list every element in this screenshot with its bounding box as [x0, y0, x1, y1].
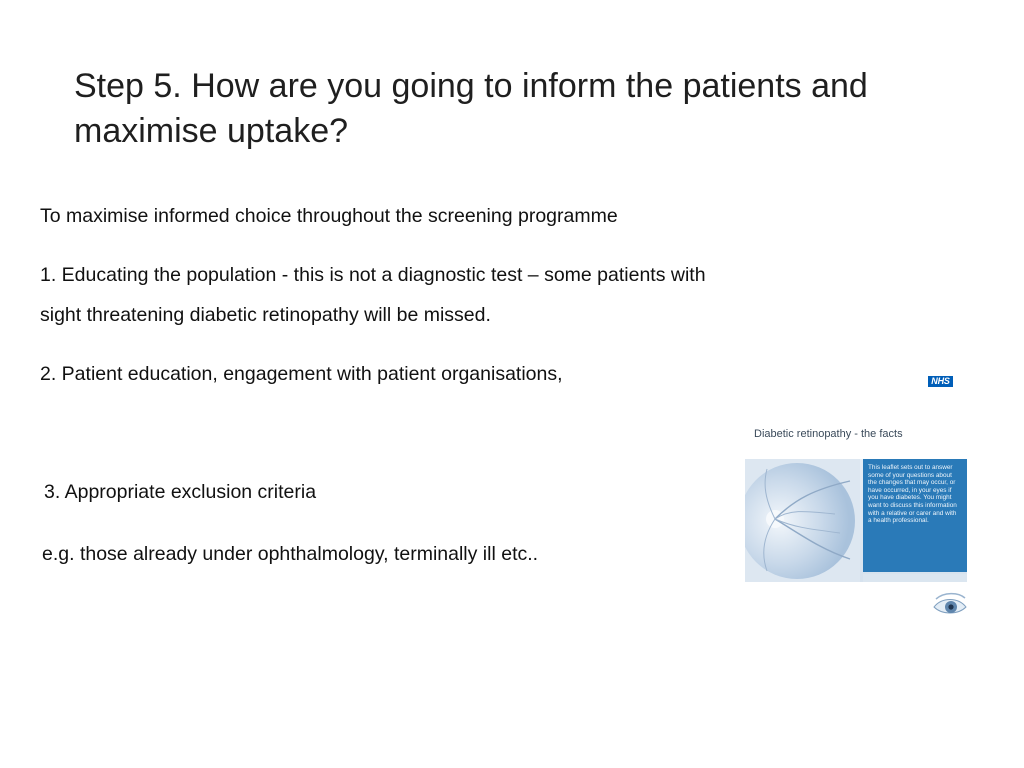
leaflet-blurb: This leaflet sets out to answer some of your questions about the changes that may occur, or have occurred, in your eyes if you have diabetes. You might want to discuss this information with a relative or carer and with a health professional.: [868, 464, 957, 525]
point-1-line-1: 1. Educating the population - this is not a diagnostic test – some patients with: [40, 264, 706, 286]
leaflet-title: Diabetic retinopathy - the facts: [754, 428, 903, 440]
leaflet-strip: [863, 574, 967, 582]
point-1-line-2: sight threatening diabetic retinopathy will be missed.: [40, 304, 491, 326]
point-3: 3. Appropriate exclusion criteria: [44, 481, 317, 503]
retina-image: [745, 459, 860, 582]
example-text: e.g. those already under ophthalmology, terminally ill etc..: [42, 543, 539, 565]
slide-title: Step 5. How are you going to inform the patients and maximise uptake?: [74, 67, 868, 150]
nhs-logo: NHS: [928, 376, 953, 387]
eye-icon: [932, 586, 968, 622]
intro-text: To maximise informed choice throughout the screening programme: [40, 205, 618, 227]
leaflet-image: [742, 370, 968, 626]
point-2: 2. Patient education, engagement with patient organisations,: [40, 363, 563, 385]
